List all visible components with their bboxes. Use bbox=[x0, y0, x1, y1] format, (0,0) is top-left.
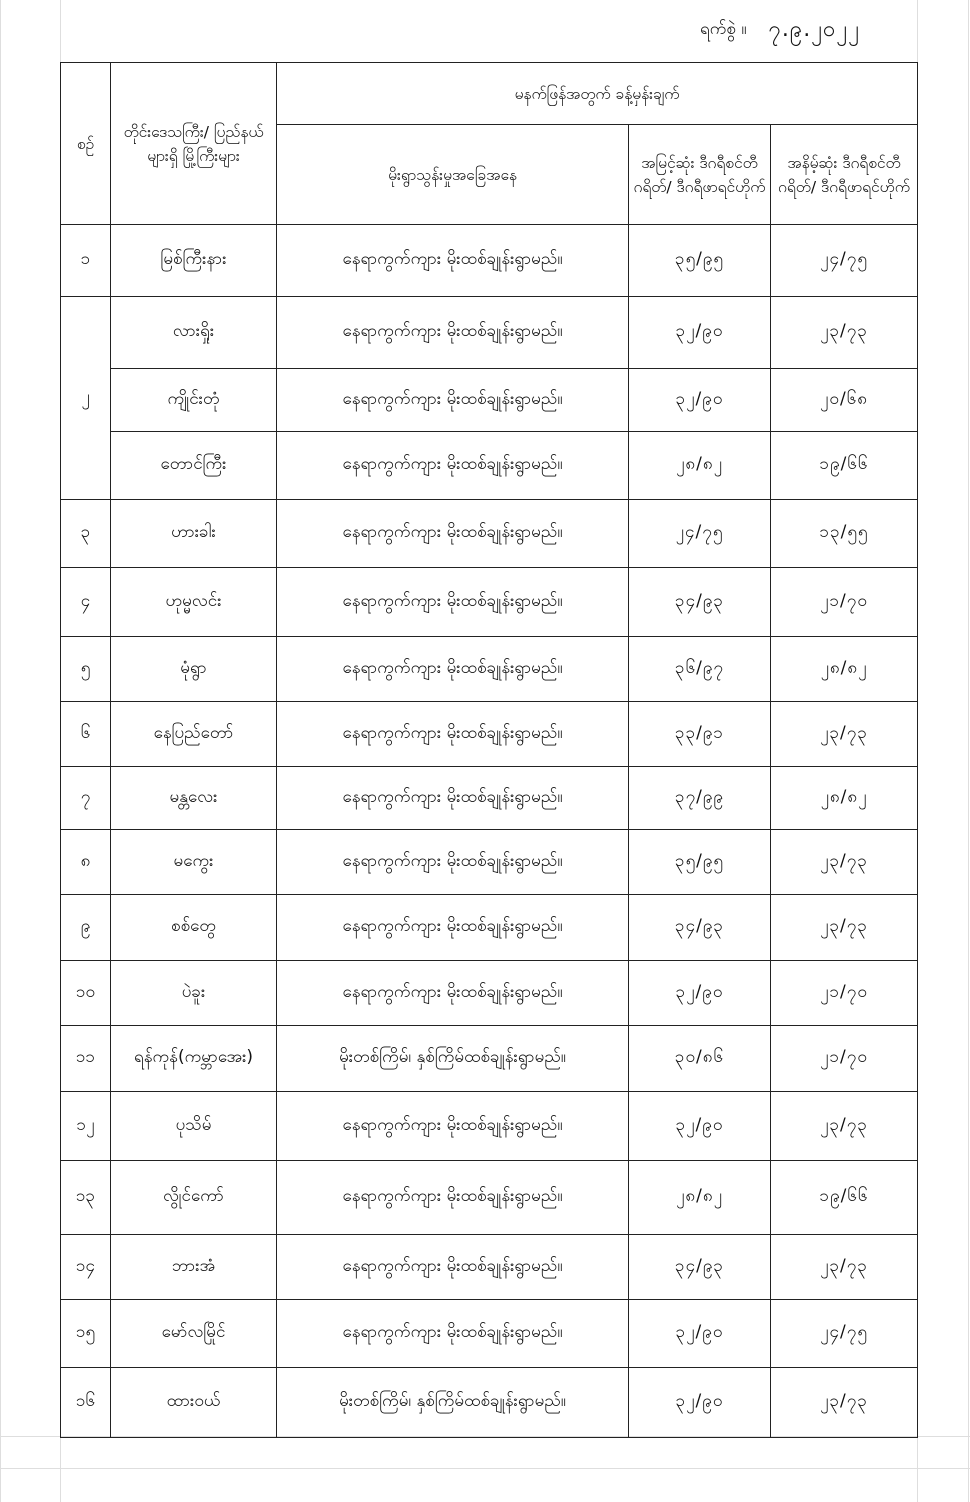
row-max: ၃၅/၉၅ bbox=[629, 830, 771, 895]
row-max: ၃၇/၉၉ bbox=[629, 767, 771, 830]
date-row bbox=[700, 14, 860, 47]
date-label: ရက်စွဲ ။ bbox=[700, 19, 747, 39]
row-no: ၁၁ bbox=[61, 1026, 111, 1092]
row-no: ၅ bbox=[61, 637, 111, 702]
row-min: ၁၃/၅၅ bbox=[771, 500, 918, 568]
row-min: ၂၃/၇၃ bbox=[771, 830, 918, 895]
row-no: ၈ bbox=[61, 830, 111, 895]
row-condition: နေရာကွက်ကျား မိုးထစ်ချုန်းရွာမည်။ bbox=[277, 1161, 629, 1235]
row-no: ၁ bbox=[61, 225, 111, 297]
row-city: စစ်တွေ bbox=[111, 895, 277, 961]
row-condition: နေရာကွက်ကျား မိုးထစ်ချုန်းရွာမည်။ bbox=[277, 369, 629, 432]
row-city: တောင်ကြီး bbox=[111, 432, 277, 500]
date-value: ၇.၉.၂၀၂၂ bbox=[768, 17, 861, 42]
table-row bbox=[61, 297, 918, 369]
row-max: ၃၄/၉၃ bbox=[629, 1235, 771, 1300]
row-condition: နေရာကွက်ကျား မိုးထစ်ချုန်းရွာမည်။ bbox=[277, 500, 629, 568]
grid-line bbox=[0, 1468, 970, 1469]
row-condition: နေရာကွက်ကျား မိုးထစ်ချုန်းရွာမည်။ bbox=[277, 702, 629, 767]
table-row bbox=[61, 1026, 918, 1092]
row-city: ကျိုင်းတုံ bbox=[111, 369, 277, 432]
row-no: ၆ bbox=[61, 702, 111, 767]
table-row bbox=[61, 961, 918, 1026]
row-condition: နေရာကွက်ကျား မိုးထစ်ချုန်းရွာမည်။ bbox=[277, 225, 629, 297]
row-min: ၂၁/၇၀ bbox=[771, 1026, 918, 1092]
row-condition: နေရာကွက်ကျား မိုးထစ်ချုန်းရွာမည်။ bbox=[277, 895, 629, 961]
row-condition: နေရာကွက်ကျား မိုးထစ်ချုန်းရွာမည်။ bbox=[277, 1092, 629, 1161]
row-no: ၁၃ bbox=[61, 1161, 111, 1235]
row-max: ၃၂/၉၀ bbox=[629, 1092, 771, 1161]
table-row bbox=[61, 432, 918, 500]
row-city: မော်လမြိုင် bbox=[111, 1300, 277, 1368]
row-min: ၂၃/၇၃ bbox=[771, 895, 918, 961]
row-city: လားရှိုး bbox=[111, 297, 277, 369]
row-city: နေပြည်တော် bbox=[111, 702, 277, 767]
row-min: ၂၃/၇၃ bbox=[771, 1235, 918, 1300]
row-city: လွိုင်ကော် bbox=[111, 1161, 277, 1235]
row-max: ၃၂/၉၀ bbox=[629, 369, 771, 432]
row-max: ၃၂/၉၀ bbox=[629, 1368, 771, 1438]
row-city: ပုသိမ် bbox=[111, 1092, 277, 1161]
table-row bbox=[61, 767, 918, 830]
row-no: ၂ bbox=[61, 297, 111, 500]
row-condition: နေရာကွက်ကျား မိုးထစ်ချုန်းရွာမည်။ bbox=[277, 961, 629, 1026]
row-no: ၉ bbox=[61, 895, 111, 961]
row-max: ၂၈/၈၂ bbox=[629, 432, 771, 500]
row-min: ၂၁/၇၀ bbox=[771, 568, 918, 637]
row-city: မြစ်ကြီးနား bbox=[111, 225, 277, 297]
table-row bbox=[61, 637, 918, 702]
row-max: ၃၂/၉၀ bbox=[629, 1300, 771, 1368]
header-condition: မိုးရွာသွန်းမှုအခြေအနေ bbox=[277, 125, 629, 225]
row-no: ၇ bbox=[61, 767, 111, 830]
header-max-temp: အမြင့်ဆုံး ဒီဂရီစင်တီဂရိတ်/ ဒီဂရီဖာရင်ဟိုက် bbox=[629, 125, 771, 225]
row-condition: မိုးတစ်ကြိမ်၊ နှစ်ကြိမ်ထစ်ချုန်းရွာမည်။ bbox=[277, 1026, 629, 1092]
header-forecast-group: မနက်ဖြန်အတွက် ခန့်မှန်းချက် bbox=[277, 63, 918, 125]
row-max: ၃၅/၉၅ bbox=[629, 225, 771, 297]
row-max: ၂၄/၇၅ bbox=[629, 500, 771, 568]
row-min: ၂၃/၇၃ bbox=[771, 297, 918, 369]
row-min: ၂၄/၇၅ bbox=[771, 225, 918, 297]
row-city: ထားဝယ် bbox=[111, 1368, 277, 1438]
row-city: ဟားခါး bbox=[111, 500, 277, 568]
grid-line bbox=[968, 0, 969, 1502]
row-no: ၁၆ bbox=[61, 1368, 111, 1438]
row-max: ၃၂/၉၀ bbox=[629, 297, 771, 369]
grid-line bbox=[0, 0, 1, 1502]
table-row bbox=[61, 1092, 918, 1161]
row-city: ရန်ကုန်(ကမ္ဘာအေး) bbox=[111, 1026, 277, 1092]
forecast-table bbox=[60, 62, 918, 1438]
header-no: စဉ် bbox=[61, 63, 111, 225]
row-no: ၁၄ bbox=[61, 1235, 111, 1300]
row-condition: နေရာကွက်ကျား မိုးထစ်ချုန်းရွာမည်။ bbox=[277, 297, 629, 369]
table-row bbox=[61, 895, 918, 961]
table-row bbox=[61, 568, 918, 637]
table-row bbox=[61, 830, 918, 895]
row-city: မန္တလေး bbox=[111, 767, 277, 830]
table-row bbox=[61, 1161, 918, 1235]
row-min: ၂၃/၇၃ bbox=[771, 1368, 918, 1438]
table-row bbox=[61, 1235, 918, 1300]
row-condition: နေရာကွက်ကျား မိုးထစ်ချုန်းရွာမည်။ bbox=[277, 568, 629, 637]
table-row bbox=[61, 1368, 918, 1438]
row-min: ၁၉/၆၆ bbox=[771, 1161, 918, 1235]
row-min: ၂၈/၈၂ bbox=[771, 767, 918, 830]
row-min: ၂၃/၇၃ bbox=[771, 702, 918, 767]
row-city: ဘားအံ bbox=[111, 1235, 277, 1300]
row-condition: နေရာကွက်ကျား မိုးထစ်ချုန်းရွာမည်။ bbox=[277, 432, 629, 500]
row-condition: နေရာကွက်ကျား မိုးထစ်ချုန်းရွာမည်။ bbox=[277, 1300, 629, 1368]
row-no: ၁၂ bbox=[61, 1092, 111, 1161]
row-no: ၁၅ bbox=[61, 1300, 111, 1368]
row-condition: နေရာကွက်ကျား မိုးထစ်ချုန်းရွာမည်။ bbox=[277, 1235, 629, 1300]
header-region: တိုင်းဒေသကြီး/ ပြည်နယ်များရှိ မြို့ကြီးများ bbox=[111, 63, 277, 225]
row-no: ၁၀ bbox=[61, 961, 111, 1026]
row-condition: မိုးတစ်ကြိမ်၊ နှစ်ကြိမ်ထစ်ချုန်းရွာမည်။ bbox=[277, 1368, 629, 1438]
row-max: ၃၃/၉၁ bbox=[629, 702, 771, 767]
row-no: ၃ bbox=[61, 500, 111, 568]
row-max: ၂၈/၈၂ bbox=[629, 1161, 771, 1235]
table-row bbox=[61, 369, 918, 432]
row-max: ၃၄/၉၃ bbox=[629, 568, 771, 637]
row-city: မကွေး bbox=[111, 830, 277, 895]
row-condition: နေရာကွက်ကျား မိုးထစ်ချုန်းရွာမည်။ bbox=[277, 830, 629, 895]
row-city: ဟုမ္မလင်း bbox=[111, 568, 277, 637]
table-row bbox=[61, 1300, 918, 1368]
row-min: ၂၀/၆၈ bbox=[771, 369, 918, 432]
table-row bbox=[61, 500, 918, 568]
header-min-temp: အနိမ့်ဆုံး ဒီဂရီစင်တီဂရိတ်/ ဒီဂရီဖာရင်ဟိုက် bbox=[771, 125, 918, 225]
row-max: ၃၀/၈၆ bbox=[629, 1026, 771, 1092]
row-max: ၃၆/၉၇ bbox=[629, 637, 771, 702]
row-min: ၂၄/၇၅ bbox=[771, 1300, 918, 1368]
row-no: ၄ bbox=[61, 568, 111, 637]
row-max: ၃၄/၉၃ bbox=[629, 895, 771, 961]
row-condition: နေရာကွက်ကျား မိုးထစ်ချုန်းရွာမည်။ bbox=[277, 767, 629, 830]
row-min: ၂၁/၇၀ bbox=[771, 961, 918, 1026]
row-city: မုံရွာ bbox=[111, 637, 277, 702]
table-row bbox=[61, 225, 918, 297]
row-max: ၃၂/၉၀ bbox=[629, 961, 771, 1026]
row-min: ၁၉/၆၆ bbox=[771, 432, 918, 500]
row-city: ပဲခူး bbox=[111, 961, 277, 1026]
row-min: ၂၃/၇၃ bbox=[771, 1092, 918, 1161]
table-row bbox=[61, 702, 918, 767]
row-condition: နေရာကွက်ကျား မိုးထစ်ချုန်းရွာမည်။ bbox=[277, 637, 629, 702]
row-min: ၂၈/၈၂ bbox=[771, 637, 918, 702]
